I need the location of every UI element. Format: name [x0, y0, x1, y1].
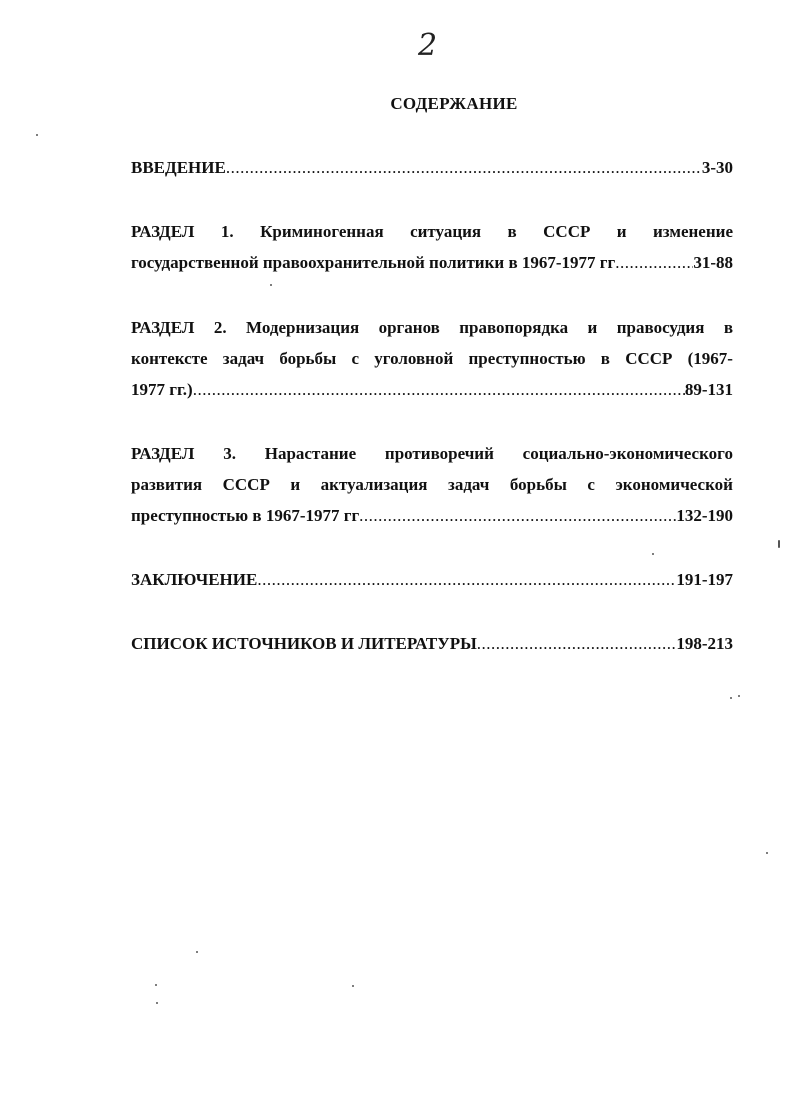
dot-leader: [615, 247, 693, 278]
toc-entry-line: [131, 469, 733, 500]
toc-entry-pages: 31-88: [693, 253, 733, 272]
toc-entry-bibliography: [131, 628, 733, 659]
toc-entry-label: ЗАКЛЮЧЕНИЕ: [131, 570, 258, 589]
word: СССР: [625, 349, 673, 368]
word: 1.: [220, 222, 234, 241]
word: РАЗДЕЛ: [131, 222, 195, 241]
word: правосудия: [616, 318, 705, 337]
toc-entry-section-3: [131, 438, 733, 531]
word: экономической: [615, 475, 733, 494]
word: и: [290, 475, 301, 494]
scan-speck: [352, 985, 354, 987]
word: развития: [131, 475, 203, 494]
word: противоречий: [384, 444, 494, 463]
toc-entry-text: преступностью в 1967-1977 гг: [131, 506, 360, 525]
scan-speck: [156, 1002, 158, 1004]
toc-entry-pages: 191-197: [676, 570, 733, 589]
word: Криминогенная: [260, 222, 384, 241]
scan-speck: [766, 852, 768, 854]
dot-leader: [257, 564, 676, 595]
scan-speck: [730, 697, 732, 699]
word: Нарастание: [264, 444, 357, 463]
word: контексте: [131, 349, 208, 368]
word: задач: [222, 349, 265, 368]
dot-leader: [359, 500, 676, 531]
word: борьбы: [509, 475, 567, 494]
word: в: [507, 222, 517, 241]
word: борьбы: [279, 349, 337, 368]
toc-entry-label: ВВЕДЕНИЕ: [131, 158, 226, 177]
word: органов: [378, 318, 440, 337]
toc-entry-text: 1977 гг.): [131, 380, 193, 399]
word: РАЗДЕЛ: [131, 318, 195, 337]
scan-speck: [778, 540, 780, 548]
word: с: [351, 349, 360, 368]
page-title: СОДЕРЖАНИЕ: [390, 94, 518, 113]
toc-entry-pages: 89-131: [684, 380, 733, 399]
toc-entry-section-2: [131, 312, 733, 405]
scan-speck: [155, 984, 157, 986]
scan-speck: [652, 553, 654, 555]
toc-entry-line: [131, 312, 733, 343]
word: правопорядка: [459, 318, 569, 337]
toc-entry-last-line: [131, 374, 733, 405]
word: изменение: [653, 222, 733, 241]
word: с: [587, 475, 595, 494]
word: СССР: [543, 222, 591, 241]
word: 2.: [213, 318, 227, 337]
word: в: [723, 318, 733, 337]
dot-leader: [193, 374, 685, 405]
scan-speck: [738, 695, 740, 697]
word: задач: [448, 475, 490, 494]
toc-entry-line: [131, 343, 733, 374]
toc-entry-text: государственной правоохранительной политики в 1967-1977 гг: [131, 253, 616, 272]
word: в: [600, 349, 610, 368]
toc-entry-line: [131, 438, 733, 469]
word: 3.: [223, 444, 236, 463]
toc-entry-line: [131, 216, 733, 247]
toc-entry-conclusion: [131, 564, 733, 595]
toc-entry-pages: 3-30: [701, 158, 733, 177]
word: уголовной: [374, 349, 454, 368]
toc-entry-label: СПИСОК ИСТОЧНИКОВ И ЛИТЕРАТУРЫ: [131, 634, 477, 653]
toc-entry-introduction: [131, 152, 733, 183]
handwritten-page-number: 2: [418, 28, 438, 63]
toc-entry-section-1: [131, 216, 733, 278]
dot-leader: [477, 628, 677, 659]
word: СССР: [222, 475, 270, 494]
scan-speck: [196, 951, 198, 953]
toc-entry-pages: 198-213: [676, 634, 733, 653]
toc-entry-pages: 132-190: [676, 506, 733, 525]
scan-speck: [36, 134, 38, 136]
word: социально-экономического: [522, 444, 733, 463]
dot-leader: [226, 152, 702, 183]
word: Модернизация: [246, 318, 360, 337]
toc-entry-last-line: [131, 500, 733, 531]
word: и: [587, 318, 598, 337]
word: РАЗДЕЛ: [131, 444, 195, 463]
word: ситуация: [410, 222, 482, 241]
word: и: [616, 222, 627, 241]
toc-entry-last-line: [131, 247, 733, 278]
word: (1967-: [687, 349, 733, 368]
scan-speck: [270, 284, 272, 286]
word: преступностью: [468, 349, 586, 368]
word: актуализация: [320, 475, 428, 494]
